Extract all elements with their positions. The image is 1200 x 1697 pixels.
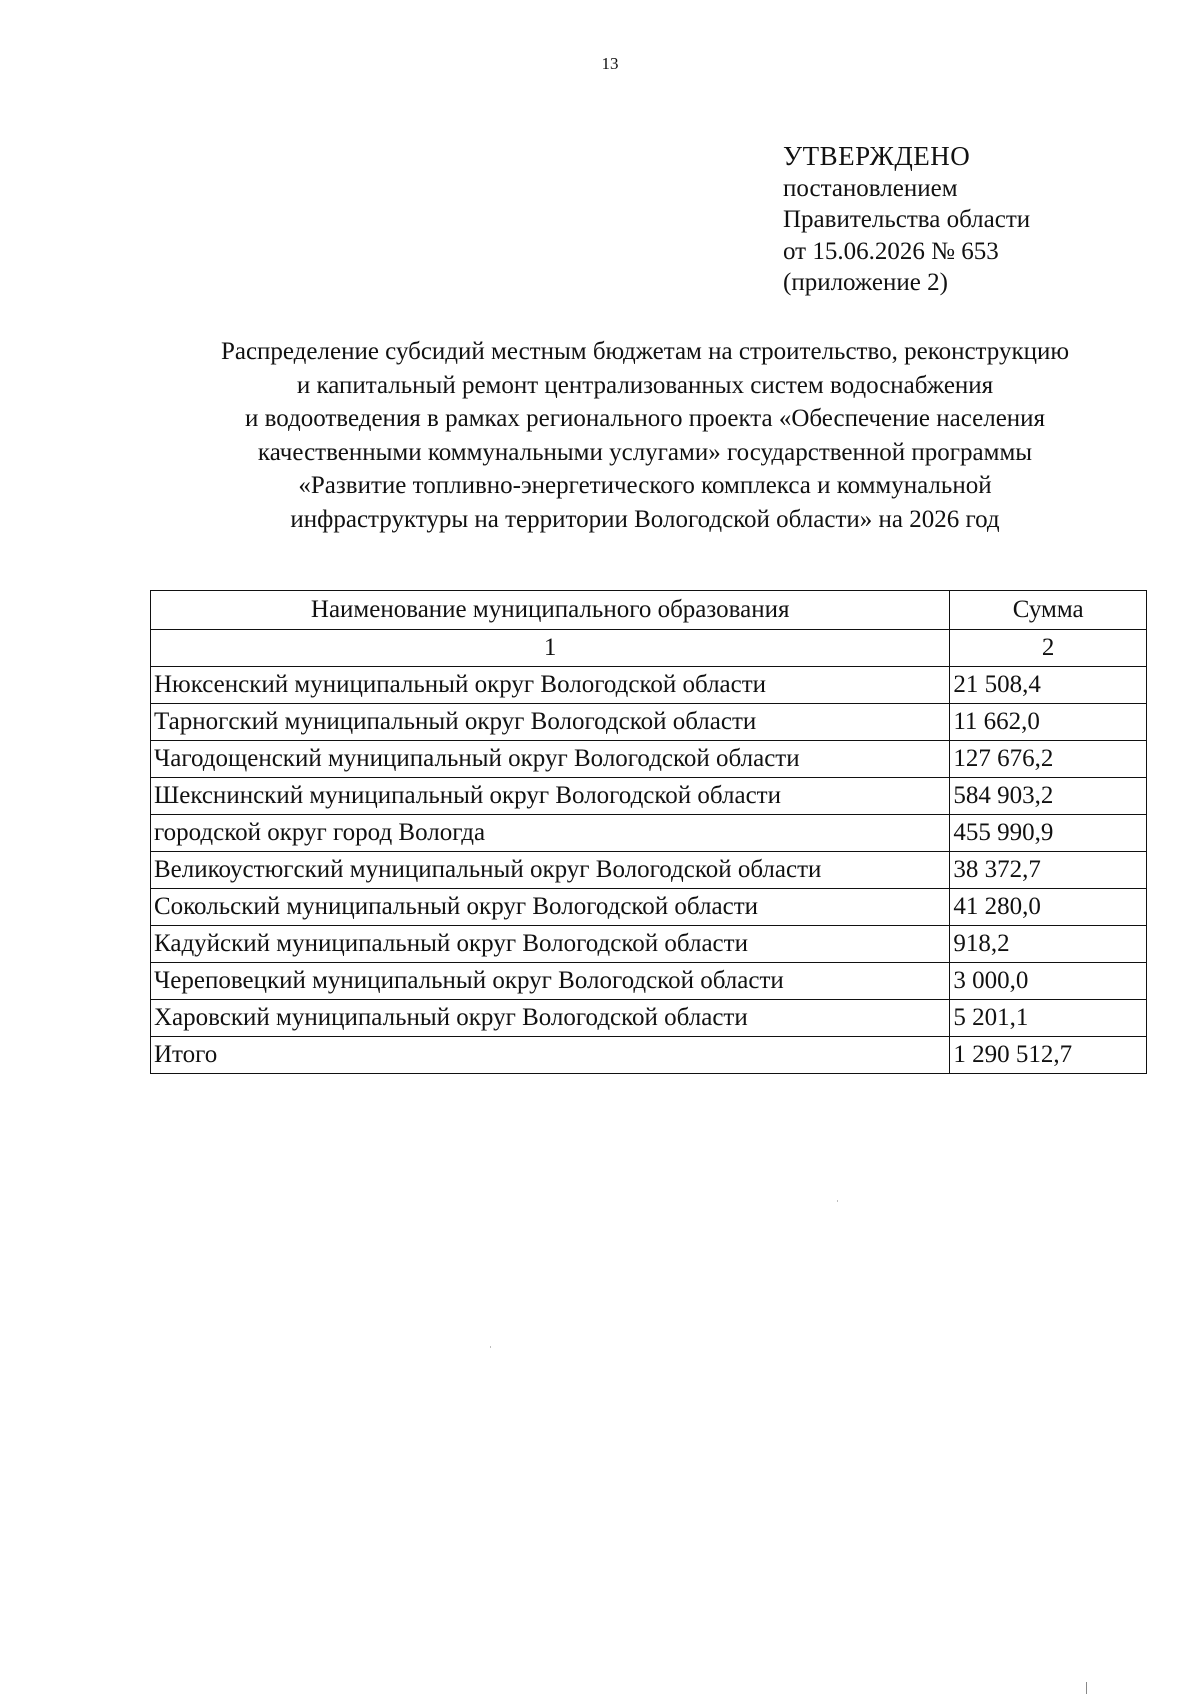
table-row — [151, 667, 1147, 704]
municipality-cell: Кадуйский муниципальный округ Вологодской области — [151, 926, 950, 963]
scan-speck — [490, 1346, 491, 1348]
sum-cell: 584 903,2 — [950, 778, 1147, 815]
table-row — [151, 741, 1147, 778]
page-number: 13 — [601, 54, 619, 73]
table-row — [151, 815, 1147, 852]
approval-line: от 15.06.2026 № 653 — [783, 237, 999, 265]
table-row — [151, 852, 1147, 889]
sum-cell: 127 676,2 — [950, 741, 1147, 778]
sum-cell: 918,2 — [950, 926, 1147, 963]
municipality-cell: Чагодощенский муниципальный округ Вологодской области — [151, 741, 950, 778]
table-row — [151, 1000, 1147, 1037]
sum-cell: 5 201,1 — [950, 1000, 1147, 1037]
municipality-cell: городской округ город Вологда — [151, 815, 950, 852]
approval-line: постановлением — [783, 174, 958, 202]
table-row — [151, 778, 1147, 815]
municipality-cell: Харовский муниципальный округ Вологодской области — [151, 1000, 950, 1037]
sum-cell: 41 280,0 — [950, 889, 1147, 926]
table-row — [151, 963, 1147, 1000]
header-municipality: Наименование муниципального образования — [151, 591, 950, 630]
approval-line: Правительства области — [783, 206, 1031, 233]
title-line: инфраструктуры на территории Вологодской области» на 2026 год — [290, 505, 1000, 533]
title-line: Распределение субсидий местным бюджетам на строительство, реконструкцию — [220, 338, 1070, 365]
municipality-cell: Сокольский муниципальный округ Вологодской области — [151, 889, 950, 926]
sum-cell: 38 372,7 — [950, 852, 1147, 889]
total-label: Итого — [151, 1037, 950, 1074]
scan-speck — [837, 1200, 838, 1202]
municipality-cell: Тарногский муниципальный округ Вологодской области — [151, 704, 950, 741]
title-line: и водоотведения в рамках регионального проекта «Обеспечение населения — [244, 405, 1046, 432]
column-number-row — [151, 630, 1147, 667]
table-row — [151, 926, 1147, 963]
title-line: качественными коммунальными услугами» государственной программы — [257, 438, 1033, 466]
approval-stamp — [783, 141, 1030, 299]
column-number: 2 — [950, 630, 1147, 667]
scan-speck — [1086, 1682, 1087, 1694]
municipality-cell: Шекснинский муниципальный округ Вологодской области — [151, 778, 950, 815]
total-sum: 1 290 512,7 — [950, 1037, 1147, 1074]
document-title — [150, 335, 1140, 536]
header-sum: Сумма — [950, 591, 1147, 630]
sum-cell: 3 000,0 — [950, 963, 1147, 1000]
table-total-row — [151, 1037, 1147, 1074]
table-row — [151, 704, 1147, 741]
subsidy-distribution-table — [150, 590, 1147, 1074]
sum-cell: 21 508,4 — [950, 667, 1147, 704]
approval-line: (приложение 2) — [783, 269, 948, 296]
approval-title: УТВЕРЖДЕНО — [783, 141, 971, 171]
table-header-row — [151, 591, 1147, 630]
title-line: и капитальный ремонт централизованных систем водоснабжения — [296, 371, 994, 399]
title-line: «Развитие топливно-энергетического комплекса и коммунальной — [298, 472, 992, 499]
municipality-cell: Великоустюгский муниципальный округ Вологодской области — [151, 852, 950, 889]
column-number: 1 — [151, 630, 950, 667]
sum-cell: 11 662,0 — [950, 704, 1147, 741]
table-row — [151, 889, 1147, 926]
municipality-cell: Нюксенский муниципальный округ Вологодской области — [151, 667, 950, 704]
sum-cell: 455 990,9 — [950, 815, 1147, 852]
municipality-cell: Череповецкий муниципальный округ Вологодской области — [151, 963, 950, 1000]
